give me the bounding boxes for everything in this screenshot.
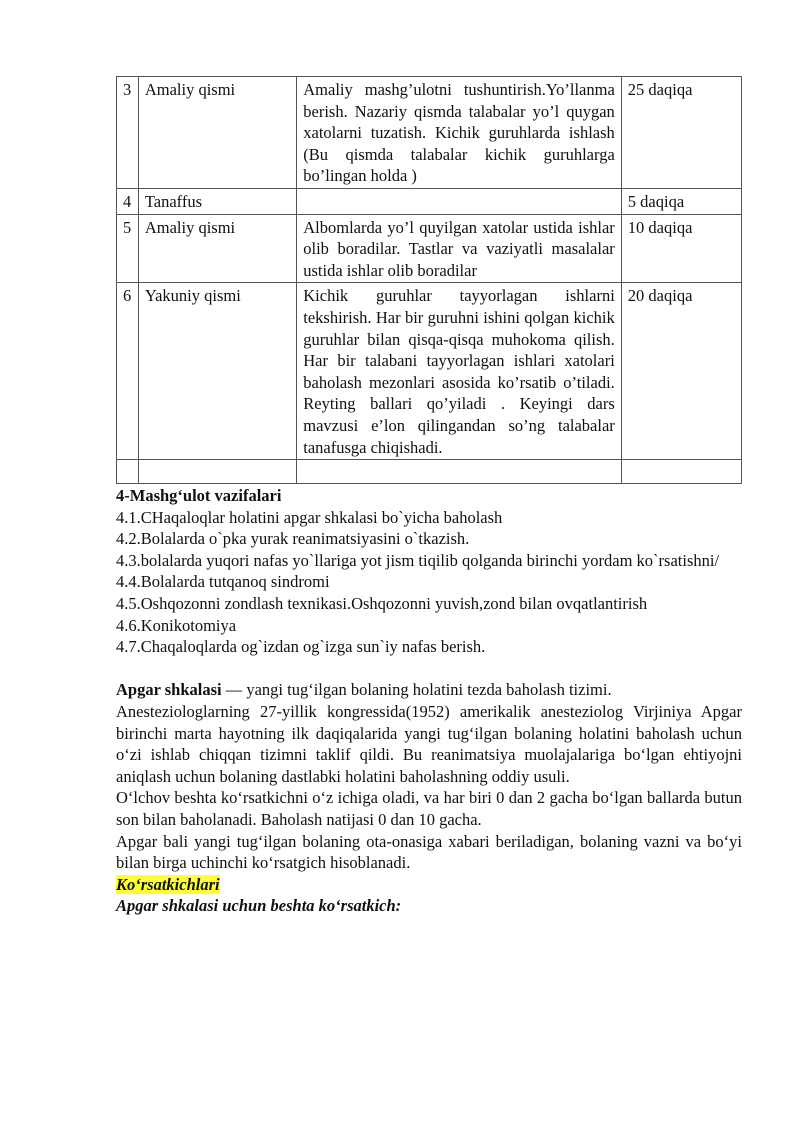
stage-time: 10 daqiqa xyxy=(621,214,741,283)
task-item: 4.2.Bolalarda o`pka yurak reanimatsiyasini o`tkazish. xyxy=(116,529,470,549)
empty-cell xyxy=(621,460,741,484)
table-row xyxy=(117,77,742,189)
stage-content: Amaliy mashg’ulotni tushuntirish.Yo’llanma berish. Nazariy qismda talabalar yo’l quygan xatolarni tuzatish. Kichik guruhlarda ishlash (Bu qismda talabalar kichik guruhlarga bo’lingan holda ) xyxy=(297,77,622,189)
table-row xyxy=(117,214,742,283)
apgar-definition-text: — yangi tug‘ilgan bolaning holatini tezda baholash tizimi. xyxy=(221,680,612,700)
apgar-measure: O‘lchov beshta ko‘rsatkichni o‘z ichiga oladi, va har biri 0 dan 2 gacha bo‘lgan ballarda butun son bilan baholanadi. Baholash natijasi 0 dan 10 gacha. xyxy=(116,788,742,829)
row-number: 5 xyxy=(117,214,139,283)
task-item: 4.1.CHaqaloqlar holatini apgar shkalasi bo`yicha baholash xyxy=(116,507,503,527)
tasks-title: 4-Mashg‘ulot vazifalari xyxy=(116,486,282,506)
task-item: 4.5.Oshqozonni zondlash texnikasi.Oshqozonni yuvish,zond bilan ovqatlantirish xyxy=(116,594,648,614)
task-item: 4.3.bolalarda yuqori nafas yo`llariga yot jism tiqilib qolganda birinchi yordam ko`rsatishni/ xyxy=(116,550,720,570)
empty-cell xyxy=(138,460,296,484)
indicators-heading-line xyxy=(116,874,742,896)
stage-time: 5 daqiqa xyxy=(621,188,741,214)
stage-name: Tanaffus xyxy=(138,188,296,214)
five-indicators-heading: Apgar shkalasi uchun beshta ko‘rsatkich: xyxy=(116,896,402,916)
stage-name: Amaliy qismi xyxy=(138,77,296,189)
apgar-history: Anesteziologlarning 27-yillik kongressida(1952) amerikalik anesteziolog Virjiniya Apgar birinchi marta hayotning ilk daqiqalarida yangi tug‘ilgan bolaning holatini baholash uchun o‘zi ishlab chiqqan tizimni taklif qildi. Bu reanimatsiya muolajalariga bo‘lgan ehtiyojni aniqlash uchun bolaning dastlabki holatini baholashning oddiy usuli. xyxy=(116,702,742,786)
table-row xyxy=(117,188,742,214)
row-number: 3 xyxy=(117,77,139,189)
task-item: 4.4.Bolalarda tutqanoq sindromi xyxy=(116,572,330,592)
lesson-plan-table xyxy=(116,76,742,484)
spacer xyxy=(116,658,742,680)
stage-time: 25 daqiqa xyxy=(621,77,741,189)
task-item: 4.7.Chaqaloqlarda og`izdan og`izga sun`iy nafas berish. xyxy=(116,637,486,657)
stage-content: Kichik guruhlar tayyorlagan ishlarni tekshirish. Har bir guruhni ishini qolgan kichik guruhlar bilan qisqa-qisqa muhokoma qilish. Har bir talabani tayyorlagan ishlari xatolari baholash mezonlari asosida ko’rsatib o’tiladi. Reyting ballari qo’yiladi . Keyingi dars mavzusi e’lon qilingandan so’ng talabalar tanafusga chiqishadi. xyxy=(297,283,622,460)
stage-time: 20 daqiqa xyxy=(621,283,741,460)
table-row xyxy=(117,283,742,460)
apgar-term: Apgar shkalasi xyxy=(116,680,222,700)
row-number: 4 xyxy=(117,188,139,214)
document-page xyxy=(116,76,742,917)
empty-cell xyxy=(117,460,139,484)
empty-cell xyxy=(297,460,622,484)
stage-name: Yakuniy qismi xyxy=(138,283,296,460)
stage-name: Amaliy qismi xyxy=(138,214,296,283)
task-item: 4.6.Konikotomiya xyxy=(116,615,237,635)
stage-content xyxy=(297,188,622,214)
apgar-definition xyxy=(116,679,742,701)
stage-content: Albomlarda yo’l quyilgan xatolar ustida ishlar olib boradilar. Tastlar va vaziyatli masalalar ustida ishlar olib boradilar xyxy=(297,214,622,283)
apgar-reported: Apgar bali yangi tug‘ilgan bolaning ota-onasiga xabari beriladigan, bolaning vazni va bo‘yi bilan birga uchinchi ko‘rsatgich hisoblanadi. xyxy=(116,831,742,873)
indicators-heading: Ko‘rsatkichlari xyxy=(116,874,220,894)
row-number: 6 xyxy=(117,283,139,460)
table-row-empty xyxy=(117,460,742,484)
